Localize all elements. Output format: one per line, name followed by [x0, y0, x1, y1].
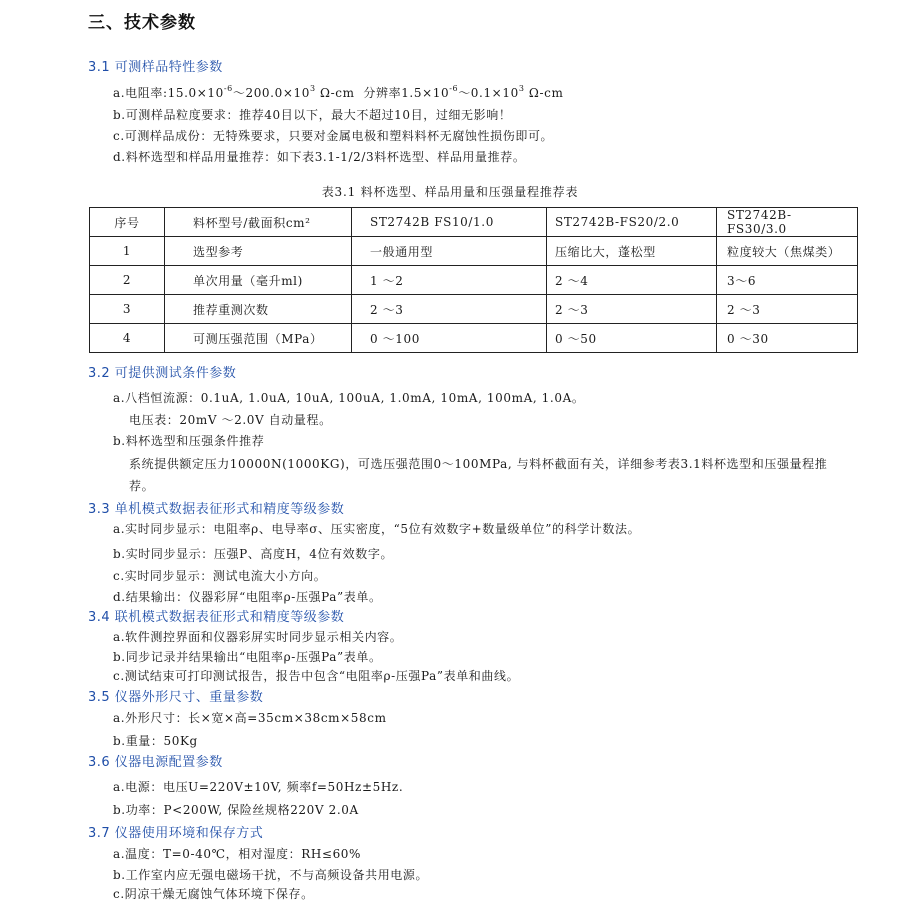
table-row — [90, 237, 858, 266]
table-cell: 单次用量（毫升ml) — [165, 266, 352, 295]
chapter-title: 三、技术参数 — [88, 13, 196, 33]
table-row — [90, 266, 858, 295]
table-cell: 2 ～3 — [352, 295, 547, 324]
table-caption: 表3.1 料杯选型、样品用量和压强量程推荐表 — [321, 185, 579, 199]
table-cell: 压缩比大，蓬松型 — [547, 237, 717, 266]
resistivity-text-3: Ω-cm 分辨率1.5×10 — [315, 86, 450, 100]
resistivity-exponent-2: 3 — [309, 84, 316, 93]
section-3-6-heading: 3.6 仪器电源配置参数 — [88, 755, 223, 770]
table-cell: 0 ～50 — [547, 324, 717, 353]
table-header-cell: ST2742B-FS20/2.0 — [547, 208, 717, 237]
software-sync-line: a.软件测控界面和仪器彩屏实时同步显示相关内容。 — [113, 630, 403, 644]
display-pressure-line: b.实时同步显示：压强P、高度H，4位有效数字。 — [113, 547, 394, 561]
table-cell: 2 — [90, 266, 165, 295]
table-header-cell: 料杯型号/截面积cm² — [165, 208, 352, 237]
display-current-line: c.实时同步显示：测试电流大小方向。 — [113, 569, 327, 583]
parameter-table — [89, 207, 858, 353]
table-cell: 2 ～3 — [717, 295, 858, 324]
cup-pressure-line: b.料杯选型和压强条件推荐 — [113, 434, 265, 448]
resistivity-exponent-1: -6 — [223, 84, 233, 93]
resistivity-exponent-4: 3 — [518, 84, 525, 93]
composition-line: c.可测样品成份：无特殊要求，只要对金属电极和塑料料杯无腐蚀性损伤即可。 — [113, 129, 554, 143]
table-row — [90, 324, 858, 353]
table-cell: 1 ～2 — [352, 266, 547, 295]
section-3-1-heading: 3.1 可测样品特性参数 — [88, 60, 223, 75]
storage-line: c.阴凉干燥无腐蚀气体环境下保存。 — [113, 887, 314, 901]
power-supply-line: a.电源：电压U=220V±10V, 频率f=50Hz±5Hz. — [113, 780, 404, 794]
print-report-line: c.测试结束可打印测试报告，报告中包含“电阻率ρ-压强Pa”表单和曲线。 — [113, 669, 520, 683]
current-source-line: a.八档恒流源：0.1uA, 1.0uA, 10uA, 100uA, 1.0mA, 10mA, 100mA, 1.0A。 — [113, 391, 585, 405]
table-row — [90, 295, 858, 324]
table-cell: 推荐重测次数 — [165, 295, 352, 324]
particle-size-line: b.可测样品粒度要求：推荐40目以下，最大不超过10目，过细无影响！ — [113, 108, 512, 122]
temperature-line: a.温度：T=0-40℃，相对湿度：RH≤60% — [113, 847, 362, 861]
voltmeter-line: 电压表：20mV ～2.0V 自动量程。 — [129, 413, 332, 427]
table-header-row — [90, 208, 858, 237]
table-cell: 一般通用型 — [352, 237, 547, 266]
table-cell: 0 ～30 — [717, 324, 858, 353]
pressure-paragraph: 系统提供额定压力10000N(1000KG)，可选压强范围0～100MPa, 与料杯截面有关，详细参考表3.1料杯选型和压强量程推荐。 — [129, 457, 828, 493]
resistivity-text-4: ～0.1×10 — [458, 86, 519, 100]
table-cell: 0 ～100 — [352, 324, 547, 353]
table-header-cell: ST2742B-FS30/3.0 — [717, 208, 858, 237]
power-rating-line: b.功率：P<200W, 保险丝规格220V 2.0A — [113, 803, 359, 817]
table-cell: 4 — [90, 324, 165, 353]
resistivity-exponent-3: -6 — [449, 84, 459, 93]
table-cell: 3～6 — [717, 266, 858, 295]
table-cell: 2 ～3 — [547, 295, 717, 324]
resistivity-text-2: ～200.0×10 — [232, 86, 310, 100]
table-header-cell: ST2742B FS10/1.0 — [352, 208, 547, 237]
table-cell: 可测压强范围（MPa） — [165, 324, 352, 353]
table-cell: 2 ～4 — [547, 266, 717, 295]
table-cell: 3 — [90, 295, 165, 324]
interference-line: b.工作室内应无强电磁场干扰，不与高频设备共用电源。 — [113, 868, 429, 882]
resistivity-text-5: Ω-cm — [524, 86, 564, 100]
table-cell: 1 — [90, 237, 165, 266]
cup-selection-line: d.料杯选型和样品用量推荐：如下表3.1-1/2/3料杯选型、样品用量推荐。 — [113, 150, 526, 164]
table-header-cell: 序号 — [90, 208, 165, 237]
section-3-2-heading: 3.2 可提供测试条件参数 — [88, 366, 237, 381]
dimensions-line: a.外形尺寸：长×宽×高=35cm×38cm×58cm — [113, 711, 387, 725]
display-resistivity-line: a.实时同步显示：电阻率ρ、电导率σ、压实密度，“5位有效数字+数量级单位”的科学计数法。 — [113, 522, 641, 536]
record-output-line: b.同步记录并结果输出“电阻率ρ-压强Pa”表单。 — [113, 650, 382, 664]
weight-line: b.重量：50Kg — [113, 734, 198, 748]
resistivity-line — [113, 84, 563, 101]
resistivity-text-1: a.电阻率:15.0×10 — [113, 86, 224, 100]
section-3-3-heading: 3.3 单机模式数据表征形式和精度等级参数 — [88, 502, 345, 517]
table-cell: 粒度较大（焦煤类） — [717, 237, 858, 266]
section-3-4-heading: 3.4 联机模式数据表征形式和精度等级参数 — [88, 610, 345, 625]
result-output-line: d.结果输出：仪器彩屏“电阻率ρ-压强Pa”表单。 — [113, 590, 382, 604]
section-3-5-heading: 3.5 仪器外形尺寸、重量参数 — [88, 690, 264, 705]
section-3-7-heading: 3.7 仪器使用环境和保存方式 — [88, 826, 264, 841]
table-cell: 选型参考 — [165, 237, 352, 266]
